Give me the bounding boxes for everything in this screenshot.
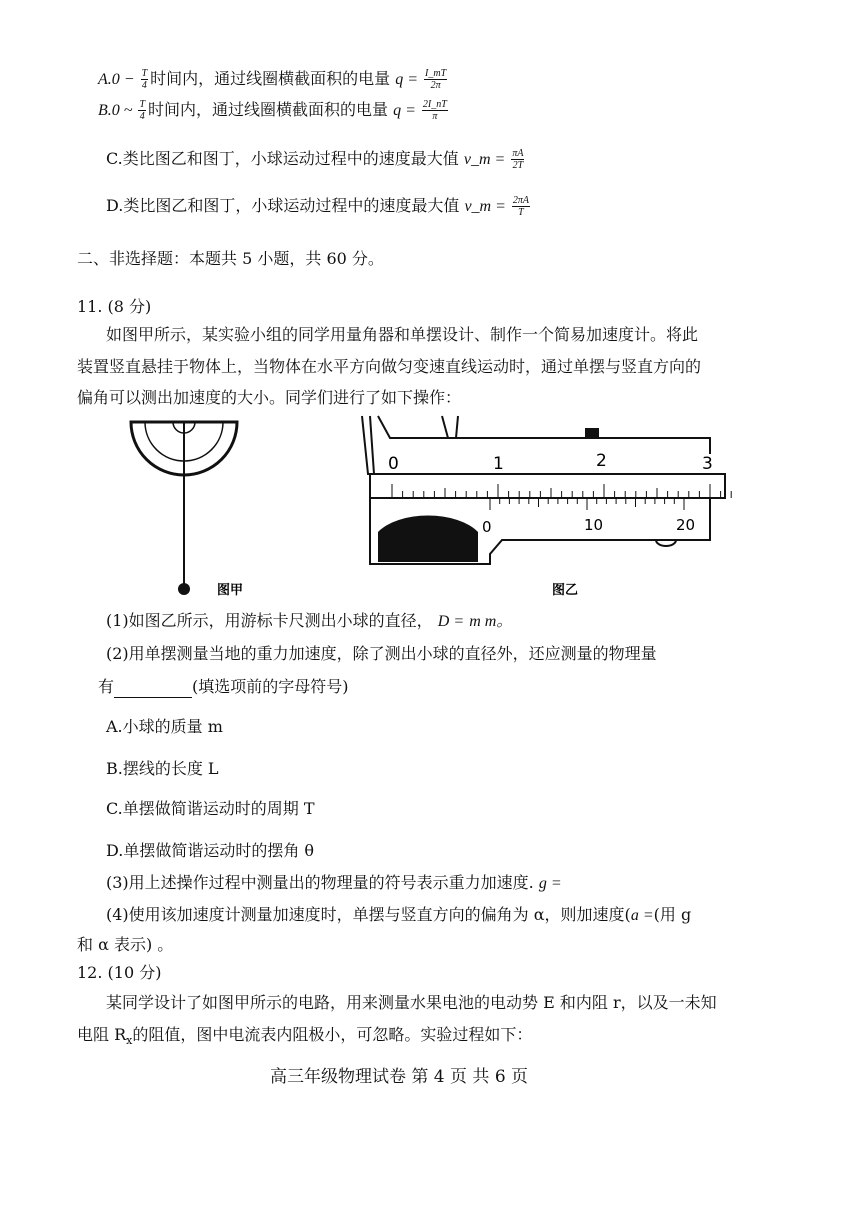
- fraction: $\frac{T}{4}$: [139, 99, 145, 122]
- q11-intro-line: 装置竖直悬挂于物体上，当物体在水平方向做匀变速直线运动时，通过单摆与竖直方向的: [77, 357, 702, 376]
- fraction: $\frac{2\pi A}{T}$: [512, 195, 530, 218]
- q12-line: 电阻 $R_x$的阻值，图中电流表内阻极小，可忽略。实验过程如下：: [77, 1025, 533, 1048]
- q11-part3: (3)用上述操作过程中测量出的物理量的符号表示重力加速度. g =: [106, 873, 562, 892]
- fraction: $\frac{\pi A}{2T}$: [512, 148, 524, 171]
- figure-pendulum: [125, 418, 245, 598]
- vernier-label: 0: [482, 518, 492, 536]
- main-scale: [370, 474, 725, 498]
- page-footer: 高三年级物理试卷 第 4 页 共 6 页: [270, 1067, 529, 1087]
- q11-part4-line2: 和 α 表示) 。: [77, 935, 174, 954]
- main-scale-label: 0: [388, 454, 399, 474]
- option-b-prefix: B.0 ~: [98, 102, 137, 119]
- q12-line: 某同学设计了如图甲所示的电路，用来测量水果电池的电动势 E 和内阻 r，以及一未知: [106, 993, 717, 1012]
- option-d: D.类比图乙和图丁，小球运动过程中的速度最大值 v_m = $\frac{2\pi A}{T}$: [106, 195, 530, 218]
- fraction: $\frac{I\_mT}{2\pi}$: [425, 68, 447, 91]
- fraction: $\frac{T}{4}$: [141, 68, 148, 91]
- figure-label: 图乙: [552, 583, 579, 598]
- q12-header: 12. (10 分): [77, 963, 162, 982]
- q11-intro-line: 如图甲所示，某实验小组的同学用量角器和单摆设计、制作一个简易加速度计。将此: [106, 325, 699, 344]
- q11-part2: (2)用单摆测量当地的重力加速度，除了测出小球的直径外，还应测量的物理量: [106, 644, 657, 663]
- q11-header: 11. (8 分): [77, 297, 152, 316]
- q11-part4: (4)使用该加速度计测量加速度时，单摆与竖直方向的偏角为 α，则加速度(a =(用 g: [106, 905, 692, 924]
- lock-screw-icon: [585, 428, 599, 438]
- main-scale-label: 2: [596, 451, 607, 471]
- main-scale-label: 1: [493, 454, 504, 474]
- choice-b: B.摆线的长度 L: [106, 759, 219, 778]
- choice-d: D.单摆做简谐运动时的摆角 θ: [106, 841, 315, 860]
- choice-c: C.单摆做简谐运动时的周期 T: [106, 799, 315, 818]
- fraction: $\frac{2I\_nT}{\pi}$: [422, 99, 447, 122]
- vernier-label: 10: [584, 516, 604, 534]
- main-scale-label: 3: [702, 454, 713, 474]
- figure-label: 图甲: [217, 583, 244, 598]
- option-a-text: 时间内，通过线圈横截面积的电量: [150, 69, 396, 88]
- pendulum-bob: [178, 583, 190, 595]
- option-b-text: 时间内，通过线圈横截面积的电量: [148, 100, 394, 119]
- q11-part2-line2: 有 (填选项前的字母符号): [98, 677, 349, 696]
- figure-caliper: [330, 414, 740, 604]
- q11-intro-line: 偏角可以测出加速度的大小。同学们进行了如下操作：: [77, 388, 462, 407]
- option-a: A.0 − $\frac{T}{4}$ 时间内，通过线圈横截面积的电量 q = $\frac{I\_mT}{2\pi}$: [98, 68, 447, 91]
- ball: [378, 516, 478, 562]
- section-heading: 二、非选择题：本题共 5 小题，共 60 分。: [77, 249, 384, 268]
- option-b: B.0 ~ $\frac{T}{4}$ 时间内，通过线圈横截面积的电量 q = $\frac{2I\_nT}{\pi}$: [98, 99, 447, 122]
- q11-part1: (1)如图乙所示，用游标卡尺测出小球的直径， D = m m。: [106, 611, 513, 630]
- vernier-label: 20: [676, 516, 696, 534]
- answer-blank[interactable]: [114, 681, 192, 698]
- choice-a: A.小球的质量 m: [106, 717, 223, 736]
- option-a-prefix: A.0 −: [98, 71, 139, 88]
- option-c: C.类比图乙和图丁，小球运动过程中的速度最大值 v_m = $\frac{\pi A}{2T}$: [106, 148, 524, 171]
